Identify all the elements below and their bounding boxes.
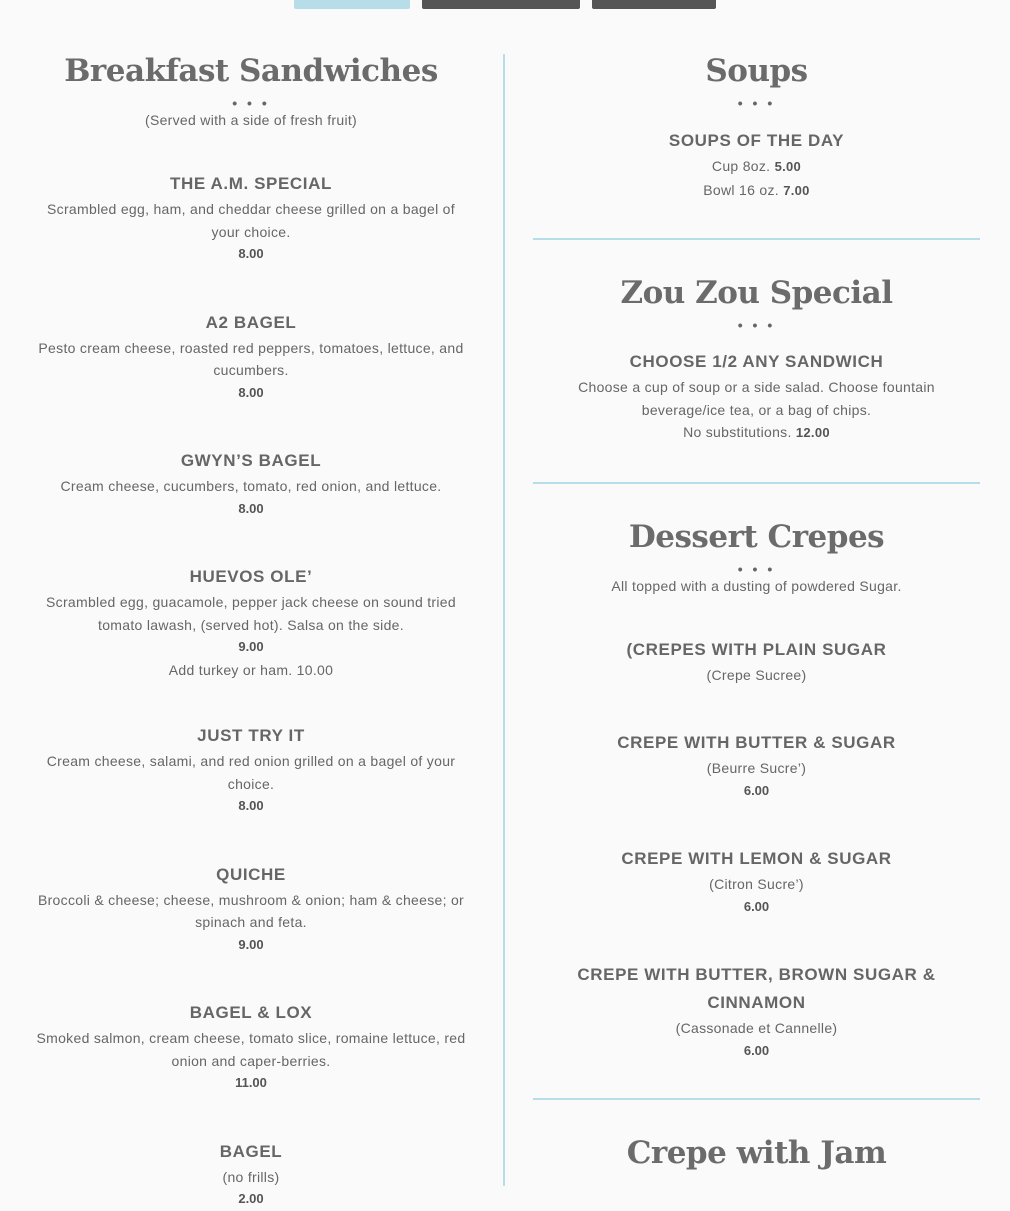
item-name: GWYN’S BAGEL	[180, 451, 322, 470]
item-price: 8.00	[238, 384, 264, 400]
item-name: HUEVOS OLE’	[189, 567, 313, 586]
tab-bar	[0, 0, 1010, 12]
item-desc: Broccoli & cheese; cheese, mushroom & onion; ham & cheese; or spinach and feta.	[37, 891, 465, 930]
menu-item	[533, 961, 980, 1062]
item-name: THE A.M. SPECIAL	[170, 174, 332, 193]
item-desc: Choose a cup of soup or a side salad. Choose fountain beverage/ice tea, or a bag of chips.	[578, 379, 935, 418]
section-title: Breakfast Sandwiches	[64, 53, 438, 89]
item-name: QUICHE	[216, 864, 286, 884]
item-desc: Cream cheese, cucumbers, tomato, red onion, and lettuce.	[60, 478, 442, 494]
bowl-price: 7.00	[783, 182, 810, 198]
dessert-crepes-section	[533, 520, 980, 1063]
item-name: JUST TRY IT	[197, 726, 305, 745]
item-desc: (Beurre Sucre’)	[706, 760, 807, 776]
item-desc: Scrambled egg, ham, and cheddar cheese grilled on a bagel of your choice.	[47, 201, 455, 240]
item-price: 9.00	[238, 936, 264, 952]
item-name: CHOOSE 1/2 ANY SANDWICH	[629, 352, 884, 371]
menu-item	[22, 170, 480, 266]
item-price: 6.00	[743, 782, 770, 798]
right-column	[533, 54, 980, 1170]
tab-active[interactable]	[294, 0, 410, 9]
item-desc: Cream cheese, salami, and red onion grilled on a bagel of your choice.	[46, 753, 456, 792]
section-title: Zou Zou Special	[620, 275, 893, 311]
item-price: 8.00	[238, 500, 264, 516]
cup-line	[533, 155, 980, 179]
bowl-label: Bowl 16 oz.	[703, 181, 779, 198]
zou-zou-special-section	[533, 276, 980, 445]
cup-label: Cup 8oz.	[711, 158, 771, 174]
item-name: BAGEL & LOX	[189, 1003, 313, 1022]
section-subtitle: All topped with a dusting of powdered Sugar.	[611, 577, 902, 594]
item-desc: (Crepe Sucree)	[706, 666, 807, 683]
dots-divider: • • •	[737, 95, 776, 111]
section-divider	[533, 1098, 980, 1100]
item-price: 6.00	[743, 1042, 770, 1058]
item-extra: Add turkey or ham. 10.00	[168, 661, 334, 678]
menu-item	[533, 348, 980, 445]
item-desc: (Citron Sucre’)	[709, 876, 804, 892]
item-price: 8.00	[238, 246, 264, 261]
item-name: CREPE WITH BUTTER & SUGAR	[617, 733, 896, 752]
column-divider	[503, 54, 505, 1186]
menu-item	[533, 729, 980, 802]
menu-item	[22, 563, 480, 681]
item-price: 2.00	[238, 1191, 264, 1206]
dots-divider: • • •	[737, 317, 776, 333]
dots-divider: • • •	[737, 560, 776, 577]
item-note: No substitutions.	[683, 424, 792, 440]
menu-item	[22, 861, 480, 957]
dots-divider: • • •	[232, 95, 270, 111]
menu-item	[533, 636, 980, 687]
item-price: 9.00	[238, 639, 264, 654]
bowl-line	[533, 179, 980, 203]
menu-item	[533, 127, 980, 202]
breakfast-sandwiches-section	[22, 54, 480, 1211]
crepe-with-jam-section	[533, 1136, 980, 1170]
tab-3[interactable]	[592, 0, 716, 9]
tab-2[interactable]	[422, 0, 580, 9]
soups-section	[533, 54, 980, 202]
menu-item	[533, 845, 980, 918]
section-title: Soups	[705, 53, 808, 89]
section-title: Crepe with Jam	[626, 1135, 887, 1171]
item-desc: Pesto cream cheese, roasted red peppers, tomatoes, lettuce, and cucumbers.	[38, 339, 464, 378]
menu-item	[22, 999, 480, 1095]
section-divider	[533, 482, 980, 484]
section-subtitle: (Served with a side of fresh fruit)	[144, 112, 358, 128]
item-name: (CREPES WITH PLAIN SUGAR	[626, 639, 887, 659]
item-name: SOUPS OF THE DAY	[668, 131, 845, 150]
menu-item	[22, 309, 480, 405]
item-price: 12.00	[795, 425, 830, 440]
item-price: 11.00	[235, 1075, 267, 1090]
item-desc: Scrambled egg, guacamole, pepper jack cheese on sound tried tomato lawash, (served hot). Salsa on the side.	[46, 594, 456, 633]
section-title: Dessert Crepes	[628, 518, 885, 555]
menu-item	[22, 1138, 480, 1211]
item-name: A2 BAGEL	[205, 312, 297, 332]
item-desc: (no frills)	[222, 1168, 280, 1185]
section-divider	[533, 238, 980, 240]
menu-item	[22, 722, 480, 818]
item-desc: (Cassonade et Cannelle)	[675, 1020, 838, 1036]
item-desc: Smoked salmon, cream cheese, tomato slice, romaine lettuce, red onion and caper-berries.	[36, 1030, 466, 1069]
item-price: 8.00	[238, 798, 264, 813]
menu-item	[22, 447, 480, 520]
item-price: 6.00	[743, 898, 770, 914]
item-name: BAGEL	[219, 1141, 283, 1161]
cup-price: 5.00	[774, 159, 802, 174]
item-name: CREPE WITH BUTTER, BROWN SUGAR & CINNAMON	[577, 965, 936, 1012]
item-note-line	[533, 421, 980, 445]
item-name: CREPE WITH LEMON & SUGAR	[621, 849, 892, 868]
